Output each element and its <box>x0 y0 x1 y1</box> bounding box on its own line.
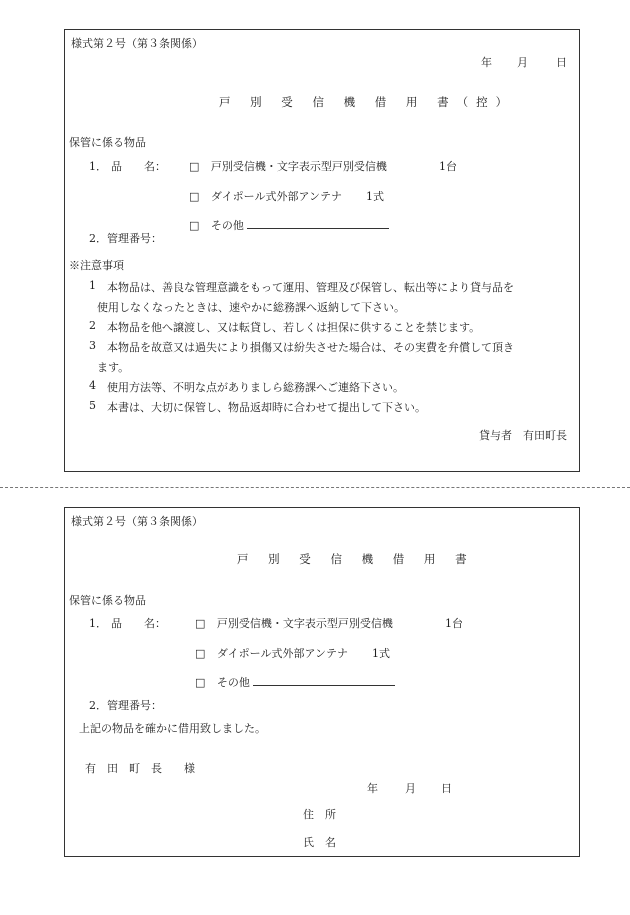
note-1-no: 1 <box>89 279 96 292</box>
note-4-no: 4 <box>89 379 96 392</box>
lower-addressee: 有 田 町 長 様 <box>85 762 195 775</box>
lower-item-2 <box>195 645 348 661</box>
lower-item-3 <box>195 674 395 690</box>
upper-form-number: 様式第２号（第３条関係） <box>71 37 203 50</box>
upper-item-1-qty: 1台 <box>439 160 457 173</box>
upper-date-month: 月 <box>517 56 528 69</box>
checkbox-icon[interactable]: □ <box>189 219 200 232</box>
checkbox-icon[interactable]: □ <box>189 160 200 173</box>
checkbox-icon[interactable]: □ <box>195 617 206 630</box>
lower-address-label: 住 所 <box>303 808 336 821</box>
lower-item-label: 品 名： <box>111 617 166 630</box>
lower-title: 戸 別 受 信 機 借 用 書 <box>237 552 475 566</box>
upper-item-2 <box>189 188 342 204</box>
lower-date-month: 月 <box>405 782 416 795</box>
lower-item-1 <box>195 615 393 631</box>
note-3-line2: ます。 <box>97 361 130 374</box>
upper-item-1-text: 戸別受信機・文字表示型戸別受信機 <box>210 160 387 173</box>
upper-item-label-no: 1． <box>89 160 107 173</box>
upper-items-heading: 保管に係る物品 <box>69 136 146 149</box>
note-3-no: 3 <box>89 339 96 352</box>
note-3-line1: 本物品を故意又は過失により損傷又は紛失させた場合は、その実費を弁償して頂き <box>107 341 514 354</box>
checkbox-icon[interactable]: □ <box>189 190 200 203</box>
other-item-blank[interactable] <box>247 218 389 229</box>
lower-item-2-qty: 1式 <box>372 647 390 660</box>
upper-mgmt-number-label: 2．管理番号： <box>89 232 162 245</box>
note-2-line1: 本物品を他へ譲渡し、又は転貸し、若しくは担保に供することを禁じます。 <box>107 321 481 334</box>
upper-notes-heading: ※注意事項 <box>69 259 124 272</box>
checkbox-icon[interactable]: □ <box>195 647 206 660</box>
upper-item-2-qty: 1式 <box>366 190 384 203</box>
upper-date-year: 年 <box>481 56 492 69</box>
note-1-line2: 使用しなくなったときは、速やかに総務課へ返納して下さい。 <box>97 301 405 314</box>
note-1-line1: 本物品は、善良な管理意識をもって運用、管理及び保管し、転出等により貸与品を <box>107 281 514 294</box>
lower-item-2-text: ダイポール式外部アンテナ <box>216 647 349 660</box>
note-4-line1: 使用方法等、不明な点がありましら総務課へご連絡下さい。 <box>107 381 404 394</box>
lower-item-1-text: 戸別受信機・文字表示型戸別受信機 <box>216 617 393 630</box>
note-5-no: 5 <box>89 399 96 412</box>
upper-lender: 貸与者 有田町長 <box>479 429 567 442</box>
cut-line <box>0 487 630 488</box>
upper-title: 戸 別 受 信 機 借 用 書（控） <box>219 95 516 109</box>
note-2-no: 2 <box>89 319 96 332</box>
lower-form <box>64 507 580 857</box>
checkbox-icon[interactable]: □ <box>195 676 206 689</box>
lower-name-label: 氏 名 <box>303 836 336 849</box>
lower-item-1-qty: 1台 <box>445 617 463 630</box>
upper-item-2-text: ダイポール式外部アンテナ <box>210 190 343 203</box>
lower-mgmt-number-label: 2．管理番号： <box>89 699 162 712</box>
lower-date-year: 年 <box>367 782 378 795</box>
lower-item-label-no: 1． <box>89 617 107 630</box>
upper-item-1 <box>189 158 387 174</box>
lower-statement: 上記の物品を確かに借用致しました。 <box>79 722 266 735</box>
upper-date-day: 日 <box>556 56 567 69</box>
upper-item-label: 品 名： <box>111 160 166 173</box>
lower-item-3-text: その他 <box>216 676 250 689</box>
note-5-line1: 本書は、大切に保管し、物品返却時に合わせて提出して下さい。 <box>107 401 426 414</box>
lower-items-heading: 保管に係る物品 <box>69 594 146 607</box>
upper-item-3-text: その他 <box>210 219 244 232</box>
other-item-blank[interactable] <box>253 675 395 686</box>
lower-form-number: 様式第２号（第３条関係） <box>71 515 203 528</box>
lower-date-day: 日 <box>441 782 452 795</box>
upper-item-3 <box>189 217 389 233</box>
upper-form <box>64 29 580 472</box>
